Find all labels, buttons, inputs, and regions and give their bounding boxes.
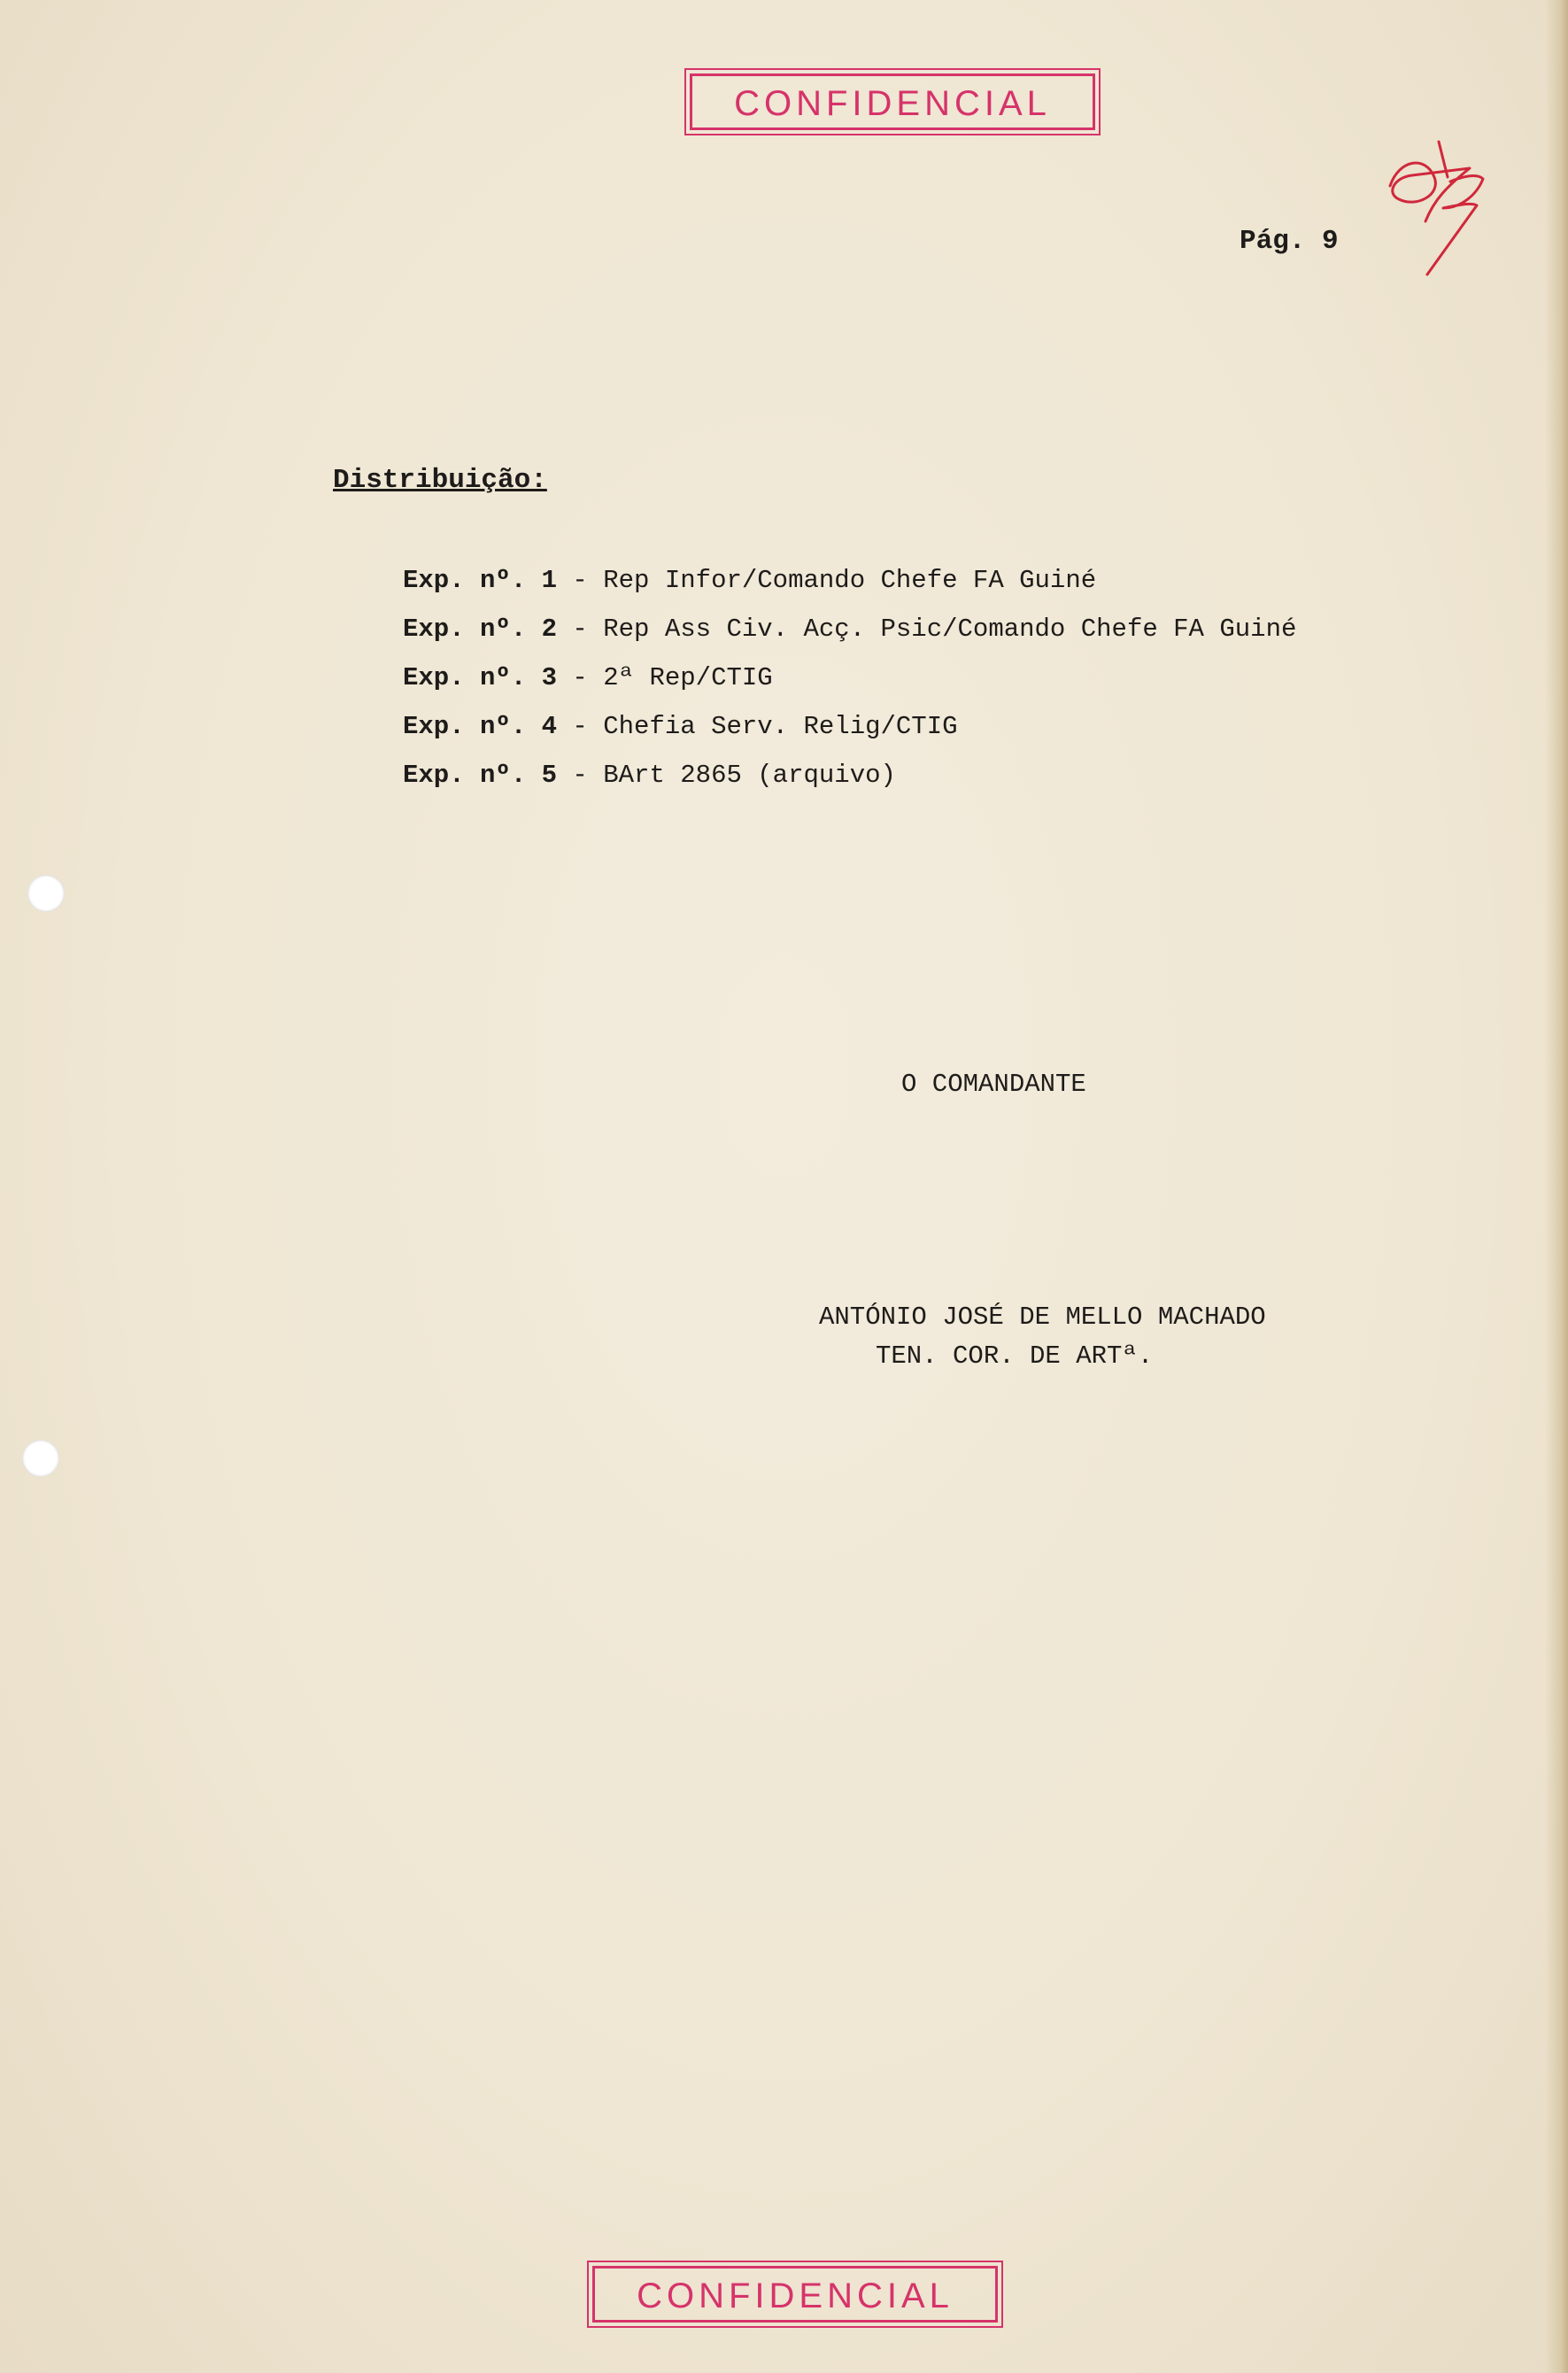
- recipient: Chefia Serv. Relig/CTIG: [603, 712, 958, 741]
- separator: -: [557, 566, 604, 595]
- recipient: Rep Ass Civ. Acç. Psic/Comando Chefe FA Guiné: [603, 615, 1297, 644]
- recipient: 2ª Rep/CTIG: [603, 663, 773, 692]
- distribution-list: [403, 556, 1296, 800]
- signatory-name: ANTÓNIO JOSÉ DE MELLO MACHADO: [819, 1302, 1266, 1332]
- copy-number: Exp. nº. 3: [403, 663, 558, 692]
- paper-edge: [1545, 0, 1568, 2373]
- separator: -: [557, 761, 604, 790]
- recipient: Rep Infor/Comando Chefe FA Guiné: [603, 566, 1097, 595]
- distribution-item: [403, 702, 1296, 751]
- separator: -: [557, 712, 604, 741]
- punch-hole: [22, 1440, 59, 1477]
- signature-block: [819, 1298, 1266, 1376]
- distribution-item: [403, 605, 1296, 653]
- commander-title: O COMANDANTE: [901, 1070, 1086, 1099]
- copy-number: Exp. nº. 2: [403, 615, 558, 644]
- signatory-rank: TEN. COR. DE ARTª.: [876, 1341, 1154, 1371]
- confidential-stamp-bottom: CONFIDENCIAL: [592, 2266, 998, 2323]
- distribution-item: [403, 653, 1296, 702]
- handwritten-initials: [1372, 124, 1496, 283]
- distribution-heading: Distribuição:: [333, 465, 547, 496]
- page-number: Pág. 9: [1240, 226, 1339, 257]
- copy-number: Exp. nº. 4: [403, 712, 558, 741]
- copy-number: Exp. nº. 5: [403, 761, 558, 790]
- copy-number: Exp. nº. 1: [403, 566, 558, 595]
- separator: -: [557, 663, 604, 692]
- distribution-item: [403, 556, 1296, 605]
- confidential-stamp-top: CONFIDENCIAL: [690, 73, 1095, 130]
- recipient: BArt 2865 (arquivo): [603, 761, 896, 790]
- separator: -: [557, 615, 604, 644]
- punch-hole: [27, 875, 65, 912]
- distribution-item: [403, 751, 1296, 800]
